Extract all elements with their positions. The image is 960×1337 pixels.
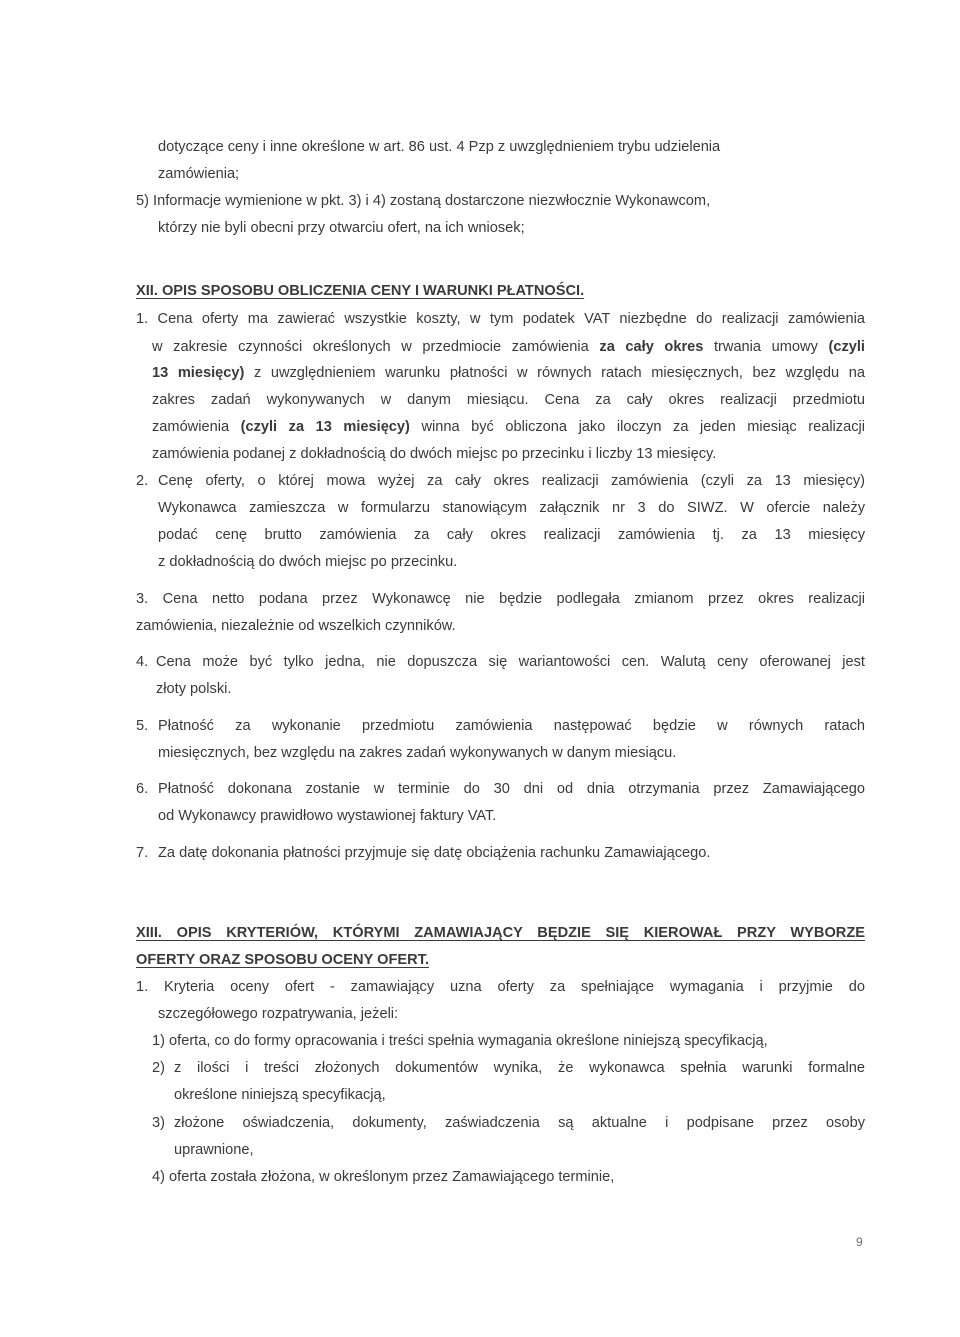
list-item: 5) Informacje wymienione w pkt. 3) i 4) zostaną dostarczone niezwłocznie Wykonawcom, (136, 193, 711, 209)
paragraph-line: 1. Kryteria oceny ofert - zamawiający uzna oferty za spełniające wymagania i przyjmie do (136, 979, 865, 995)
bold-text: (czyli (828, 339, 865, 355)
paragraph-line: zamówienia podanej z dokładnością do dwóch miejsc po przecinku i liczby 13 miesięcy. (152, 446, 717, 462)
text-span: zamówienia (152, 419, 241, 435)
text-span: w zakresie czynności określonych w przedmiocie zamówienia (152, 339, 600, 355)
page-number: 9 (856, 1235, 863, 1249)
paragraph-line (152, 364, 865, 382)
paragraph-line: zakres zadań wykonywanych w danym miesiącu. Cena za cały okres realizacji przedmiotu (152, 392, 865, 408)
paragraph-line: uprawnione, (174, 1142, 254, 1158)
paragraph-line: złoty polski. (156, 681, 232, 697)
paragraph-line: od Wykonawcy prawidłowo wystawionej faktury VAT. (158, 808, 497, 824)
paragraph-line: szczegółowego rozpatrywania, jeżeli: (158, 1006, 399, 1022)
paragraph-line: Płatność dokonana zostanie w terminie do 30 dni od dnia otrzymania przez Zamawiającego (158, 781, 865, 797)
text-line: dotyczące ceny i inne określone w art. 86 ust. 4 Pzp z uwzględnieniem trybu udzielenia (158, 139, 721, 155)
paragraph-line: zamówienia, niezależnie od wszelkich czynników. (136, 618, 456, 634)
bold-text: (czyli za 13 miesięcy) (240, 419, 410, 435)
bold-text: 13 miesięcy) (152, 365, 245, 381)
list-number: 2) (152, 1060, 165, 1076)
list-number: 4. (136, 654, 149, 670)
paragraph-line: podać cenę brutto zamówienia za cały okres realizacji zamówienia tj. za 13 miesięcy (158, 527, 865, 543)
paragraph-line: Cenę oferty, o której mowa wyżej za cały okres realizacji zamówienia (czyli za 13 miesięcy) (158, 473, 865, 489)
text-line: którzy nie byli obecni przy otwarciu ofert, na ich wniosek; (158, 220, 525, 236)
paragraph-line: 1. Cena oferty ma zawierać wszystkie koszty, w tym podatek VAT niezbędne do realizacji zamówienia (136, 311, 865, 327)
paragraph-line: Wykonawca zamieszcza w formularzu stanowiącym załącznik nr 3 do SIWZ. W ofercie należy (158, 500, 865, 516)
list-number: 6. (136, 781, 149, 797)
list-number: 3) (152, 1115, 165, 1131)
paragraph-line: z ilości i treści złożonych dokumentów wynika, że wykonawca spełnia warunki formalne (174, 1060, 865, 1076)
section-heading: XII. OPIS SPOSOBU OBLICZENIA CENY I WARUNKI PŁATNOŚCI. (136, 283, 585, 299)
list-number: 2. (136, 473, 149, 489)
paragraph-line: Płatność za wykonanie przedmiotu zamówienia następować będzie w równych ratach (158, 718, 865, 734)
section-heading: OFERTY ORAZ SPOSOBU OCENY OFERT. (136, 952, 429, 968)
paragraph-line (152, 338, 865, 356)
paragraph-line: z dokładnością do dwóch miejsc po przecinku. (158, 554, 458, 570)
text-span: z uwzględnieniem warunku płatności w równych ratach miesięcznych, bez względu na (244, 365, 865, 381)
paragraph-line: określone niniejszą specyfikacją, (174, 1087, 386, 1103)
bold-text: za cały okres (599, 339, 704, 355)
text-line: zamówienia; (158, 166, 240, 182)
text-span: trwania umowy (703, 339, 829, 355)
paragraph-line: Za datę dokonania płatności przyjmuje się datę obciążenia rachunku Zamawiającego. (158, 845, 711, 861)
section-heading: XIII. OPIS KRYTERIÓW, KTÓRYMI ZAMAWIAJĄCY BĘDZIE SIĘ KIEROWAŁ PRZY WYBORZE (136, 925, 865, 941)
paragraph-line: miesięcznych, bez względu na zakres zadań wykonywanych w danym miesiącu. (158, 745, 677, 761)
list-item: 4) oferta została złożona, w określonym przez Zamawiającego terminie, (152, 1169, 615, 1185)
list-number: 5. (136, 718, 149, 734)
paragraph-line: 3. Cena netto podana przez Wykonawcę nie będzie podlegała zmianom przez okres realizacji (136, 591, 865, 607)
list-item: 1) oferta, co do formy opracowania i treści spełnia wymagania określone niniejszą specyfikacją, (152, 1033, 768, 1049)
paragraph-line: złożone oświadczenia, dokumenty, zaświadczenia są aktualne i podpisane przez osoby (174, 1115, 865, 1131)
list-number: 7. (136, 845, 149, 861)
paragraph-line: Cena może być tylko jedna, nie dopuszcza się wariantowości cen. Walutą ceny oferowanej jest (156, 654, 865, 670)
text-span: winna być obliczona jako iloczyn za jeden miesiąc realizacji (409, 419, 865, 435)
paragraph-line (152, 418, 865, 436)
